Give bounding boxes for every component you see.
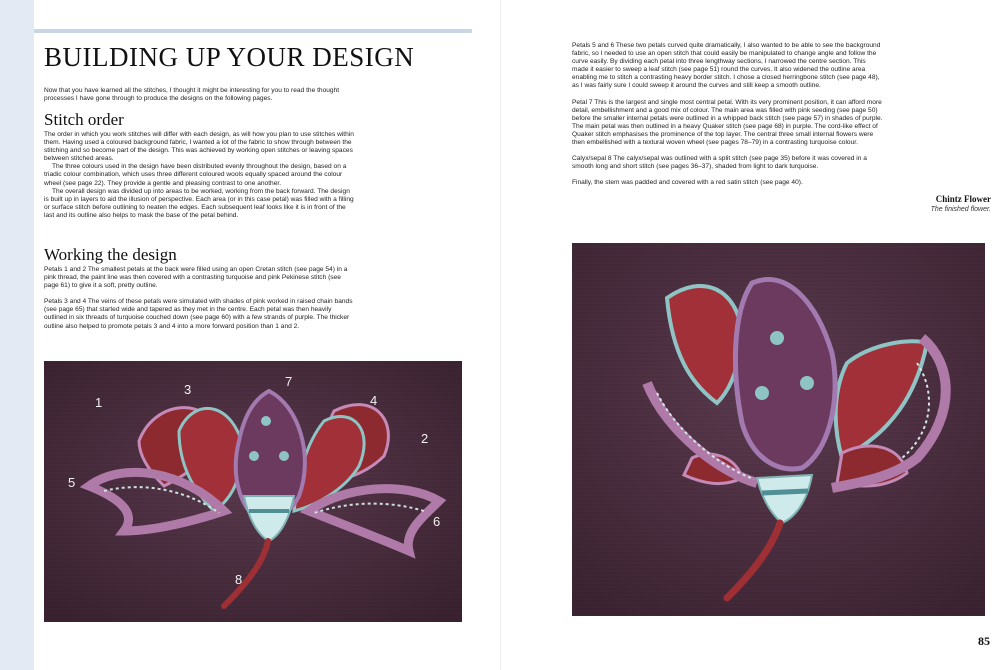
petal-7-para: Petal 7 This is the largest and single most central petal. With its very prominent position, it can afford more detail, embellishment and a good mix of colour. The main area was filled with pink seeding (see page 50) before the smaller internal petals were outlined in a whipped back stitch (see page 57) in shades of purple. The main petal was then outlined in a heavy Quaker stitch (see page 68) in purple. The cord-like effect of Quaker stitch emphasises the prominence of the top layer. The central three small internal flowers were then embellished with a textural woven wheel (see pages 78–79) in a contrasting turquoise colour.	[572, 98, 883, 147]
petal-label-8: 8	[235, 572, 243, 587]
petal-label-3: 3	[184, 382, 192, 397]
working-design-body	[44, 266, 356, 331]
embroidery-photo-numbered	[44, 361, 462, 622]
petal-label-4: 4	[370, 393, 378, 408]
stitch-order-para-3: The overall design was divided up into areas to be worked, working from the back forward. The design is built up in layers to aid the illusion of perspective. Each area (or in this case petal) was filled with a filling or surface stitch before outlining to neaten the edges. Each subsequent leaf looks like it is in front of the last and its outline also helps to mask the base of the petal behind.	[44, 187, 354, 219]
header-rule	[34, 29, 472, 33]
petal-label-2: 2	[421, 431, 429, 446]
working-design-heading: Working the design	[44, 245, 177, 264]
petals-1-2-para: Petals 1 and 2 The smallest petals at the back were filled using an open Cretan stitch (see page 54) in a pink thread, the paint line was then covered with a contrasting turquoise and pink Pekinese stitch (see page 61) to give it a soft, pretty outline.	[44, 266, 348, 290]
intro-text: Now that you have learned all the stitches, I thought it might be interesting for you to read the thought processes I have gone through to produce the designs on the following pages.	[44, 87, 340, 103]
stitch-order-para-2: The three colours used in the design have been distributed evenly throughout the design, based on a triadic colour combination, which uses three different coloured wools equally spaced around the colour wheel (see page 22). They provide a gentle and pleasing contrast to one another.	[44, 163, 347, 187]
right-page-body	[572, 42, 884, 187]
petals-5-6-para: Petals 5 and 6 These two petals curved quite dramatically, I also wanted to be able to see the background fabric, so I needed to use an open stitch that could easily be manipulated to change angle and follow the curve easily. By dividing each petal into three lengthway sections, I narrowed the centre section. This made it easier to sweep a leaf stitch (see page 51) round the curves. It also widened the outline area enabling me to stitch a contrasting heavy border stitch. I chose a closed herringbone stitch (see page 48), as I was fairly sure I could sweep it around the curves and still keep a smooth outline.	[572, 42, 881, 90]
petal-label-7: 7	[285, 374, 293, 389]
stem-para: Finally, the stem was padded and covered with a red satin stitch (see page 40).	[572, 179, 803, 187]
petal-label-5: 5	[68, 475, 76, 490]
caption-subtitle: The finished flower.	[930, 206, 991, 213]
petals-3-4-para: Petals 3 and 4 The veins of these petals were simulated with shades of pink worked in raised chain bands (see page 65) that started wide and tapered as they met in the centre. Each petal was then heavily outlined in six threads of turquoise couched down (see page 60) with a few strands of purple. The thicker outline also helped to promote petals 3 and 4 into a more forward position than 1 and 2.	[44, 298, 353, 330]
petal-label-1: 1	[95, 395, 103, 410]
finished-flower-photo	[572, 243, 985, 616]
stitch-order-body	[44, 131, 356, 220]
margin-strip	[0, 0, 34, 670]
caption-title: Chintz Flower	[935, 194, 991, 204]
stitch-order-para-1: The order in which you work stitches will differ with each design, as will how you plan to use stitches within them. Having used a coloured background fabric, I wanted a lot of the fabric to show through between the stitching and so become part of the design. This was achieved by working open stitches or leaving spaces between stitched areas.	[44, 131, 354, 163]
page-number: 85	[978, 634, 990, 648]
stitch-order-heading: Stitch order	[44, 110, 124, 129]
petal-label-6: 6	[433, 514, 441, 529]
page-title: BUILDING UP YOUR DESIGN	[44, 42, 415, 72]
calyx-para: Calyx/sepal 8 The calyx/sepal was outlined with a split stitch (see page 35) before it was covered in a smooth long and short stitch (see pages 36–37), shaded from light to dark turquoise.	[572, 155, 867, 171]
intro-paragraph	[44, 87, 344, 103]
page-gutter	[500, 0, 501, 670]
